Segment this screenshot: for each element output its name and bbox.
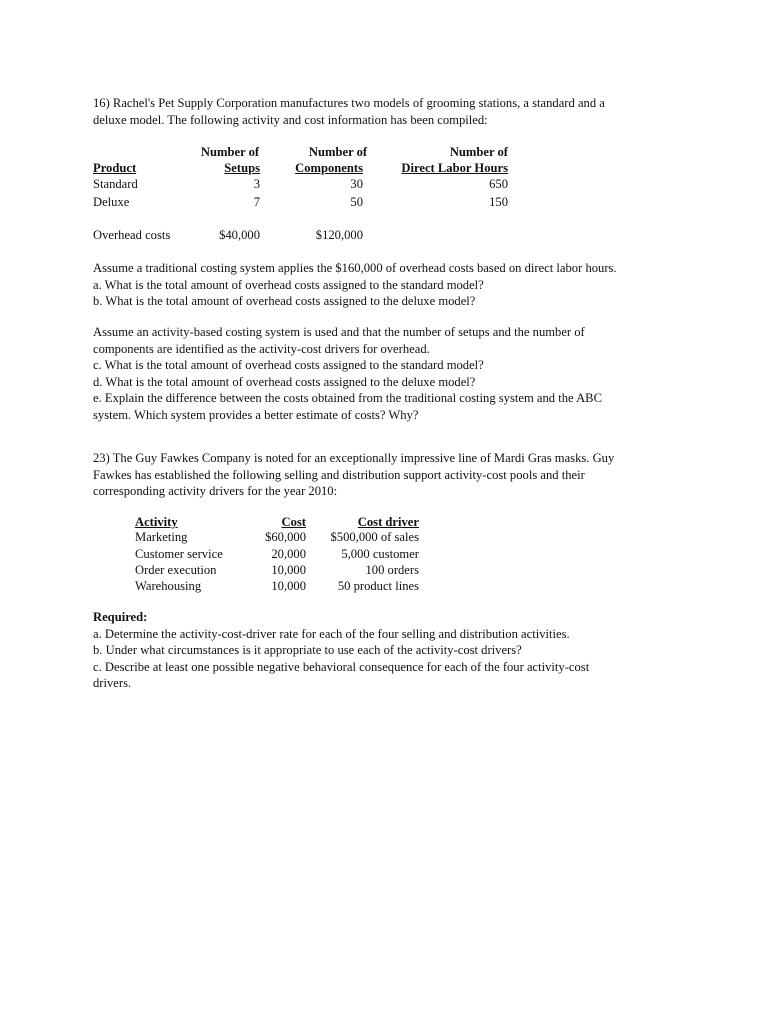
header-dlh-top: Number of (449, 145, 508, 159)
activity-driver: $500,000 of sales (330, 530, 419, 544)
activity-driver: 100 orders (365, 563, 419, 577)
text-line: Assume an activity-based costing system is used and that the number of setups and the number of (93, 325, 585, 339)
row-deluxe-dlh: 150 (489, 195, 508, 209)
text-line: 23) The Guy Fawkes Company is noted for an exceptionally impressive line of Mardi Gras masks. Guy (93, 451, 615, 465)
overhead-label: Overhead costs (93, 228, 171, 242)
row-deluxe-product: Deluxe (93, 195, 130, 209)
row-standard-dlh: 650 (489, 177, 508, 191)
overhead-components: $120,000 (315, 228, 363, 242)
activity-cost: $60,000 (265, 530, 306, 544)
header-cost-driver: Cost driver (357, 515, 419, 529)
activity-cost: 10,000 (271, 563, 306, 577)
text-line: c. Describe at least one possible negative behavioral consequence for each of the four activity-cost (93, 659, 590, 674)
text-line: components are identified as the activity-cost drivers for overhead. (93, 341, 430, 356)
activity-driver: 50 product lines (337, 579, 419, 593)
activity-driver: 5,000 customer (341, 547, 419, 561)
activity-name: Warehousing (135, 579, 202, 593)
text-line: drivers. (93, 676, 132, 690)
text-line: c. What is the total amount of overhead costs assigned to the standard model? (93, 358, 484, 372)
row-deluxe-setups: 7 (253, 195, 260, 209)
text-line: 16) Rachel's Pet Supply Corporation manufactures two models of grooming stations, a standard and a (93, 96, 605, 110)
q16-intro (93, 95, 678, 128)
text-line: deluxe model. The following activity and cost information has been compiled: (93, 112, 488, 127)
text-line: Assume a traditional costing system applies the $160,000 of overhead costs based on direct labor hours. (93, 261, 617, 275)
activity-name: Customer service (135, 547, 223, 561)
row-standard-setups: 3 (253, 177, 260, 191)
activity-cost: 20,000 (271, 547, 306, 561)
activity-name: Order execution (135, 563, 217, 577)
row-deluxe-components: 50 (350, 195, 363, 209)
header-cost: Cost (281, 515, 306, 529)
row-standard-product: Standard (93, 177, 138, 191)
text-line: a. What is the total amount of overhead costs assigned to the standard model? (93, 277, 484, 292)
required-label: Required: (93, 610, 148, 624)
activity-name: Marketing (135, 530, 188, 544)
text-line: system. Which system provides a better estimate of costs? Why? (93, 407, 419, 422)
q16-traditional (93, 260, 678, 310)
text-line: d. What is the total amount of overhead costs assigned to the deluxe model? (93, 374, 476, 389)
header-components: Components (295, 161, 363, 175)
activity-cost: 10,000 (271, 579, 306, 593)
text-line: a. Determine the activity-cost-driver rate for each of the four selling and distribution activities. (93, 626, 570, 641)
text-line: b. What is the total amount of overhead costs assigned to the deluxe model? (93, 294, 476, 308)
q23-intro (93, 450, 678, 500)
overhead-setups: $40,000 (219, 228, 260, 242)
text-line: corresponding activity drivers for the year 2010: (93, 484, 338, 498)
header-setups-top: Number of (200, 145, 260, 159)
q23-required (93, 609, 678, 692)
row-standard-components: 30 (350, 177, 363, 191)
text-line: e. Explain the difference between the costs obtained from the traditional costing system and the ABC (93, 391, 602, 405)
header-setups: Setups (224, 161, 260, 175)
text-line: b. Under what circumstances is it appropriate to use each of the activity-cost drivers? (93, 643, 522, 657)
header-product: Product (93, 161, 137, 175)
q16-abc (93, 324, 678, 423)
header-dlh: Direct Labor Hours (401, 161, 508, 175)
text-line: Fawkes has established the following selling and distribution support activity-cost pools and their (93, 467, 585, 482)
header-activity: Activity (135, 515, 178, 529)
header-components-top: Number of (308, 145, 368, 159)
